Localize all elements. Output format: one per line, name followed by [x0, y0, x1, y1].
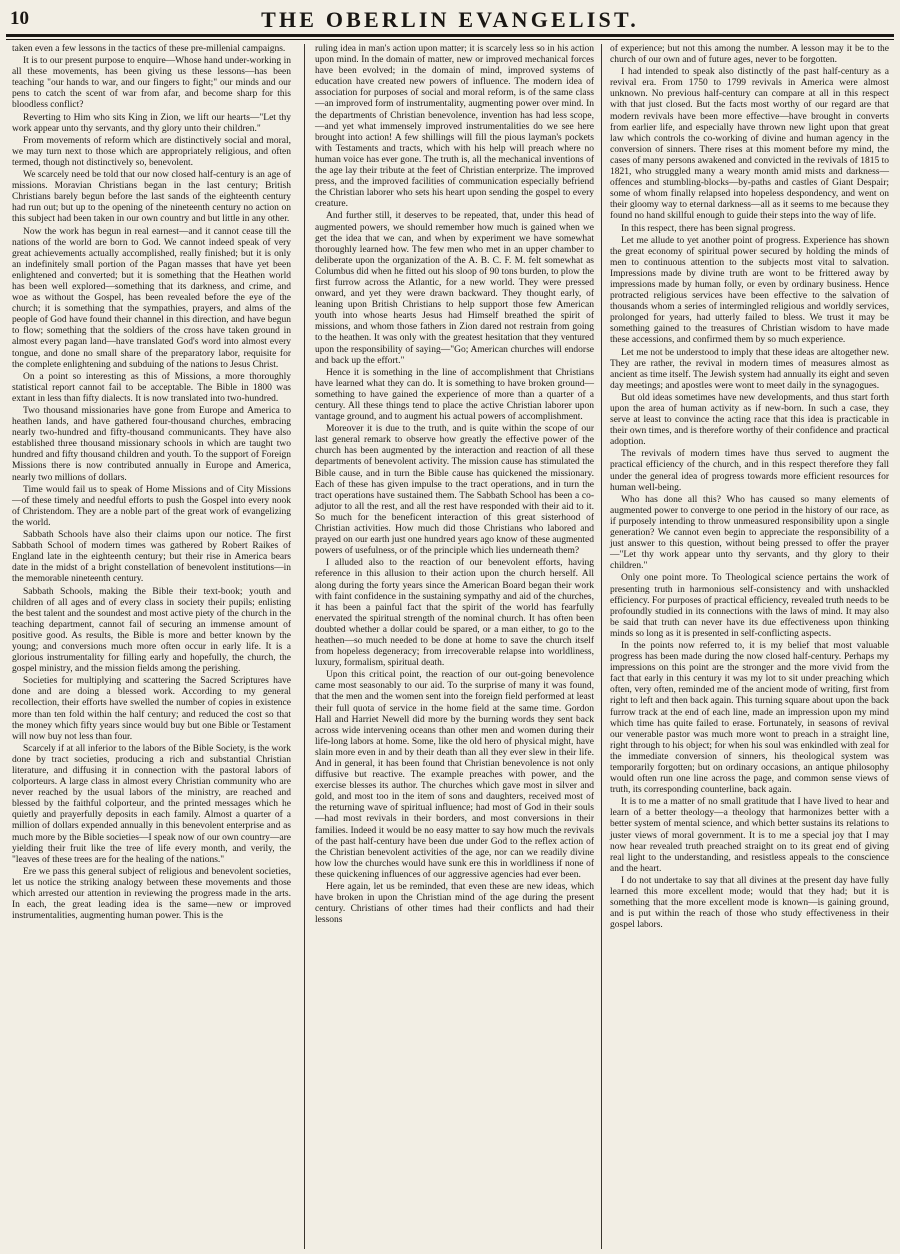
- article-paragraph: It is to me a matter of no small gratitude that I have lived to hear and learn of a better theology—a theology that harmonizes better with a better system of mental science, and which better sustains its relations to juster views of moral government. It is to me a special joy that I may now hear revealed truth preached straight on to its great end of giving real light to the understanding, and resistless appeals to the conscience and the heart.: [610, 797, 889, 874]
- article-paragraph: Scarcely if at all inferior to the labors of the Bible Society, is the work done by tract societies, producing a rich and substantial Christian literature, and diffusing it in connection with the pastoral labors of colporteurs. A large class in almost every Christian community who are never reached by the usual labors of the ministry, are reached and blessed by the faithful colporteur, and the printed messages which he quietly and prayerfully deposits in each family. Almost a quarter of a million of dollars expended annually in this benevolent enterprise and as much more by the Bible societies—I speak now of our own country—are yielding their fruit like the tree of life every month, and verily, the "leaves of these trees are for the healing of the nations.": [12, 743, 291, 865]
- article-paragraph: The revivals of modern times have thus served to augment the practical efficiency of the church, and in this respect therefore they fall under the general idea of progress towards more efficient resources for human well-being.: [610, 449, 889, 493]
- article-paragraph: Hence it is something in the line of accomplishment that Christians have learned what they can do. It is something to have broken ground—something to have gained the experience of more than a quarter of a century. All these things tend to place the active Christian laborer upon vantage ground, and to augment his actual powers of accomplishment.: [315, 367, 594, 423]
- page-header: [0, 0, 900, 40]
- article-paragraph: Reverting to Him who sits King in Zion, we lift our hearts—"Let thy work appear unto thy servants, and thy glory unto their children.": [12, 112, 291, 134]
- article-paragraph: From movements of reform which are distinctively social and moral, we may turn next to those which are appropriately religious, and often termed, though not distinctively so, benevolent.: [12, 135, 291, 168]
- article-paragraph: Sabbath Schools, making the Bible their text-book; youth and children of all ages and of every class in society their pupils; enlisting the best talent and the soundest and most active piety of the church in the teaching department, cannot fail of securing an immense amount of positive good. As results, the Bible is more and better known by the young; and conversions much more often occur in early life. It is a glorious instrumentality for filling early and hopefully, the church, the gospel ministry, and the mission fields among the perishing.: [12, 586, 291, 675]
- column-2: [315, 44, 594, 927]
- article-paragraph: It is to our present purpose to enquire—Whose hand under-working in all these movements, has been giving us these lessons—has been teaching "our hands to war, and our fingers to fight;" our minds and our pens to catch the scent of war from afar, and become sharp for this bloodless conflict?: [12, 56, 291, 111]
- article-paragraph: ruling idea in man's action upon matter; it is scarcely less so in his action upon mind. In the domain of matter, new or improved mechanical forces have been evolved; in the domain of mind, improved systems of education have created new powers of influence. The modern idea of association for purposes of social and moral reform, is of the same class—an improved form of instrumentality, augmenting power over mind. In the departments of Christian benevolence, invention has had less scope,—and yet what immensely improved instrumentalities do we see here brought into action! A few shillings will fill the pious layman's pockets with Testaments and tracts, which with his help will preach where no human voice has ever gone. The truth is, all the mechanical inventions of the age lay their tribute at the feet of Christian enterprize. The improved press, and the improved facilities of communication especially befriend the Christian laborer who sets his heart upon sending the gospel to every creature.: [315, 44, 594, 210]
- article-paragraph: We scarcely need be told that our now closed half-century is an age of missions. Moravian Christians began in the last century; British Christians barely begun before the last sands of the eighteenth century had run out; but up to the opening of the nineteenth century no action on this subject had been taken in our own country and but little in any other.: [12, 170, 291, 225]
- header-rule-thin: [6, 39, 894, 40]
- article-paragraph: And further still, it deserves to be repeated, that, under this head of augmented powers, we should remember how much is gained when we get the idea that we can, and when by experiment we have somewhat thoroughly learned how. The few men who met in an upper chamber to deliberate upon the organization of the A. B. C. F. M. felt somewhat as Columbus did when he fitted out his sloop of 90 tons burden, to plow the first furrow across the Atlantic, for a new world. They were pressed onward, and yet they were drawn backward. They thought early, of leaning upon British Christians to help support those few American youth into whose hearts Jesus had Himself breathed the spirit of missions, and whom those fathers in Zion dared not restrain from going to the heathen. It was only with the greatest hesitation that they ventured upon the responsibility of saying—"Go; American churches will endorse and back up the effort.": [315, 211, 594, 366]
- page-number: 10: [10, 8, 29, 29]
- column-divider: [304, 44, 305, 1249]
- article-paragraph: In this respect, there has been signal progress.: [621, 223, 796, 234]
- article-paragraph: Let me not be understood to imply that these ideas are altogether new. They are rather, the revival in modern times of measures almost as ancient as time itself. The Jewish system had annually its eight and seven day meetings; and apostles were wont to meet daily in the synagogues.: [610, 347, 889, 391]
- masthead-title: THE OBERLIN EVANGELIST.: [261, 7, 639, 32]
- article-paragraph: I do not undertake to say that all divines at the present day have fully learned this more excellent mode; would that they had; but it is something that the more excellent mode is known—is gaining ground, and is put within the reach of those who study effectiveness in their gospel labors.: [610, 875, 889, 931]
- article-paragraph: Now the work has begun in real earnest—and it cannot cease till the nations of the world are born to God. We cannot indeed speak of very great achievements actually accomplished, really finished; but it is only an indefinitely small portion of the Pagan masses that have yet been enlightened and converted; but it is something that the Heathen world has been well explored—something that its darkness, and crime, and woe as without the Gospel, has been revealed before the eye of the church; it is something that the sympathies, prayers, and alms of the people of God have found their channel in this direction, and have begun to flow; something that the soldiers of the cross have taken ground in almost every pagan land—have translated God's word into almost every tongue, and done no small share of the preparatory labor, requisite for the complete enlightening and subduing of the nations to Jesus Christ.: [12, 226, 291, 370]
- column-divider: [601, 44, 602, 1249]
- article-paragraph: Let me allude to yet another point of progress. Experience has shown the great economy of spiritual power secured by holding the minds of men to continuous attention to the subjects most vital to salvation. Impressions made by divine truth are wont to be frittered away by impressions made by human folly, or even by ordinary business. Hence protracted religious services have been effective to the salvation of thousands whom a series of intermingled religious and worldly services, prolonged for years, had utterly failed to bless. We trust it may be something gained to the treasures of Christian wisdom to have made these accessions, and confirmed them by so much experience.: [610, 235, 889, 346]
- article-paragraph: Time would fail us to speak of Home Missions and of City Missions—of these timely and needful efforts to push the Gospel into every nook of Christendom. They are a noble part of the great work of evangelizing the world.: [12, 484, 291, 528]
- article-paragraph: Only one point more. To Theological science pertains the work of presenting truth in harmonious self-consistency and with unshackled efficiency. For purposes of practical efficiency, revealed truth needs to be profoundly studied in its connections with the laws of mind. It may also be said that truth can never have its due effectiveness upon thinking minds so long as it is presented in self-conflicting aspects.: [610, 573, 889, 639]
- column-3: [610, 44, 889, 932]
- header-rule-thick: [6, 34, 894, 37]
- article-paragraph: Two thousand missionaries have gone from Europe and America to heathen lands, and have gathered four-thousand churches, embracing nearly two-hundred and fifty-thousand communicants. They have also established three thousand missionary schools in which are taught two hundred and fifty thousand children and youth. To the support of Foreign Missions there is now contributed annually in Europe and America, nearly two millions of dollars.: [12, 406, 291, 483]
- article-paragraph: of experience; but not this among the number. A lesson may it be to the church of our own and of future ages, never to be forgotten.: [610, 44, 889, 66]
- article-paragraph: Sabbath Schools have also their claims upon our notice. The first Sabbath School of modern times was gathered by Robert Raikes of England late in the eighteenth century; but their rise in America bears date in the midst of a bright constellation of benevolent institutions—in the memorable nineteenth century.: [12, 530, 291, 585]
- article-paragraph: Here again, let us be reminded, that even these are new ideas, which have broken in upon the Christian mind of the age during the present century. Christians of other times had their conflicts and had their lessons: [315, 882, 594, 926]
- article-paragraph: Ere we pass this general subject of religious and benevolent societies, let us notice the striking analogy between these movements and those which arrested our attention in reviewing the progress made in the arts. In each, the great leading idea is the same—new or improved instrumentalities, augmenting human power. This is the: [12, 866, 291, 922]
- article-paragraph: Societies for multiplying and scattering the Sacred Scriptures have done and are doing a blessed work. According to my general recollection, their efforts have swelled the number of copies in existence more than ten fold within the half century; and reduced the cost so that the money which fifty years since would buy but one Bible or Testament will now buy not less than four.: [12, 676, 291, 742]
- article-paragraph: taken even a few lessons in the tactics of these pre-millenial campaigns.: [12, 44, 286, 54]
- article-paragraph: On a point so interesting as this of Missions, a more thoroughly statistical report cannot fail to be acceptable. The Bible in 1800 was extant in less than fifty dialects. It is now translated into two-hundred.: [12, 371, 291, 404]
- article-paragraph: In the points now referred to, it is my belief that most valuable progress has been made during the now closed half-century. Perhaps my impressions on this point are the stronger and the more vivid from the fact that early in this century it was my lot to sit under preaching which often, very often, reminded me of the ancient mode of writing, first from right to left and then back again. This turning square about upon the back furrow track at the end of each line, made an impression upon my mind which time has quite failed to erase. Fortunately, in seasons of revival our venerable pastor was much more wont to preach in a straight line, right through to his object; for when his soul was enkindled with zeal for the immediate conversion of sinners, his theological system was temporarily forgotten; but on ordinary occasions, an antique philosophy would often run one line across the page, and common sense views of truth, its corresponding counterline, back again.: [610, 640, 889, 796]
- article-paragraph: Who has done all this? Who has caused so many elements of augmented power to converge to one period in the history of our race, as if purposely intending to throw unmeasured responsibility upon a single generation? We cannot even begin to appreciate the responsibility of a just answer to this question, without being pressed to offer the prayer—"Let thy work appear unto thy servants, and thy glory to their children.": [610, 494, 889, 572]
- article-paragraph: Moreover it is due to the truth, and is quite within the scope of our last general remark to observe how greatly the effective power of the church has been augmented by the interaction and reaction of all these departments of benevolent activity. The mission cause has stimulated the Bible cause, and in turn the Bible cause has quickened the missionary. Each of these has given impulse to the tract operations, and in turn the tract operations have sustained them. The Sabbath School has been a co-adjutor to all the rest, and all the rest have responded with their aid to it. So much for the beneficent interaction of this great sisterhood of Christian activities. How much did those Christians who labored and prayed on our earth just one hundred years ago know of these augmented powers of usefulness, or of the principle which lies underneath them?: [315, 424, 594, 557]
- article-paragraph: I had intended to speak also distinctly of the past half-century as a revival era. From 1750 to 1799 revivals in America were almost unknown. No previous half-century can compare at all in this respect with that just closed. But the facts most worthy of our regard are that modern revivals have been more effective—have brought in converts from earlier life, and especially have thrown new light upon that great law which controls the co-working of divine and human agency in the conversion of sinners. There rises at this moment before my mind, the cases of many persons awakened and convicted in the revivals of 1815 to 1821, who struggled many a weary month amid mists and darkness—offences and stumbling-blocks—by-paths and castles of Giant Despair; some of whom finally relapsed into hopeless despondency, and went on their gloomy way to eternal darkness—all as it seems to me because they found no hand skillful enough to guide their steps into the way of life.: [610, 67, 889, 222]
- article-paragraph: Upon this critical point, the reaction of our out-going benevolence came most seasonably to our aid. To the surprise of many it was found, that the men and the women sent into the foreign field performed at least their full quota of service in the home field at the same time. Gordon Hall and Harriet Newell did more by the burning words they sent back across wide intervening oceans than other men and women during their life-long labors at home. Some, like the old hero of physical might, have slain more even in and by their death than all they ever slew in their life. And in general, it has been found that Christian benevolence is not only diffusive but reactive. The example preaches with power, and the exercise blesses its author. The churches which gave most in silver and gold, and most too in the item of sons and daughters, received most of the returning wave of spiritual influence; had most of God in their souls—had most revivals in their borders, and most conversions in their families. Indeed it would be no easy matter to say how much the revivals of the past half-century have been due under God to the reflex action of the Christian benevolent activities of the age, nor can we readily divine how low the churches would have sunk ere this in worldliness if none of these quickening influences of our aggressive agencies had ever been.: [315, 670, 594, 880]
- article-paragraph: I alluded also to the reaction of our benevolent efforts, having reference in this allusion to their action upon the church herself. All along during the forty years since the American Board began their work with faint confidence in the sustaining sympathy and aid of the churches, it has been a painful fact that the spirit of the world has fearfully enervated the spiritual strength of the nominal church. It has often been doubted whether a dollar could be spared, or a man either, to go to the heathen—so much needed to be done at home to save the church itself from hopeless degeneracy; from irrecoverable relapse into worldliness, luxury, formalism, spiritual death.: [315, 558, 594, 669]
- column-1: [12, 44, 291, 923]
- article-paragraph: But old ideas sometimes have new developments, and thus start forth upon the area of human activity as if new-born. In such a case, they serve at least to convince the acting race that this idea is practicable in their own times, and is therefore worthy of their confidence and practical adoption.: [610, 392, 889, 448]
